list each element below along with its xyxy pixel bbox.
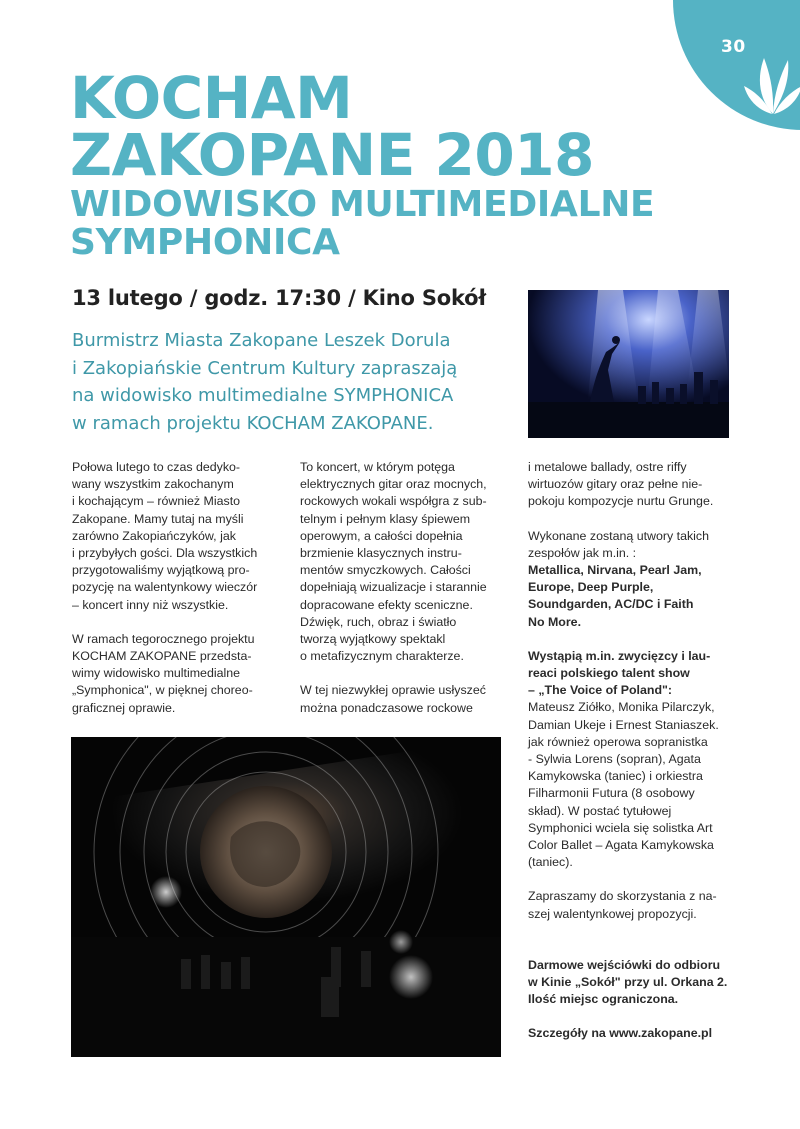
text-line: wany wszystkim zakochanym	[72, 477, 234, 492]
text-line: zespołów jak m.in. :	[528, 545, 637, 560]
bands-line: No More.	[528, 614, 582, 629]
title-line: ZAKOPANE 2018	[70, 121, 594, 189]
text-line: szej walentynkowej propozycji.	[528, 906, 697, 921]
text-line: Color Ballet – Agata Kamykowska	[528, 838, 714, 853]
text-line: brzmienie klasycznych instru-	[300, 546, 462, 561]
stage-photo-dancer	[528, 290, 729, 438]
text-line: Symphonici wciela się solistka Art	[528, 820, 713, 835]
text-line: KOCHAM ZAKOPANE przedsta-	[72, 649, 252, 664]
text-line: To koncert, w którym potęga	[300, 460, 455, 474]
winners-heading-line: reaci polskiego talent show	[528, 666, 690, 681]
text-line: graficznej oprawie.	[72, 700, 176, 715]
text-line: telnym i pełnym klasy śpiewem	[300, 511, 471, 526]
text-line: W tej niezwykłej oprawie usłyszeć	[300, 683, 486, 698]
text-line: tworzą wyjątkowy spektakl	[300, 632, 446, 647]
title-line: KOCHAM	[70, 64, 353, 132]
text-line: Damian Ukeje i Ernest Staniaszek.	[528, 717, 719, 732]
text-line: pokoju kompozycje nurtu Grunge.	[528, 494, 714, 509]
text-column-2	[300, 459, 515, 717]
text-line: Mateusz Ziółko, Monika Pilarczyk,	[528, 700, 715, 715]
winners-heading-line: Wystąpią m.in. zwycięzcy i lau-	[528, 648, 711, 663]
text-line: elektrycznych gitar oraz mocnych,	[300, 477, 487, 492]
text-line: Wykonane zostaną utwory takich	[528, 528, 710, 543]
lead-line: i Zakopiańskie Centrum Kultury zapraszają	[72, 357, 458, 379]
text-line: o metafizycznym charakterze.	[300, 649, 464, 664]
text-line: Filharmonii Futura (8 osobowy	[528, 786, 695, 801]
page-subtitle	[70, 186, 654, 262]
text-line: Zakopane. Mamy tutaj na myśli	[72, 511, 244, 526]
lead-line: na widowisko multimedialne SYMPHONICA	[72, 385, 454, 406]
text-line: W ramach tegorocznego projektu	[72, 631, 255, 646]
text-line: i metalowe ballady, ostre riffy	[528, 460, 687, 474]
tickets-line: Darmowe wejściówki do odbioru	[528, 957, 721, 972]
text-line: mentów smyczkowych. Całości	[300, 563, 471, 578]
text-column-1	[72, 459, 287, 717]
text-line: i przybyłych gości. Dla wszystkich	[72, 546, 258, 561]
text-line: jak również operowa sopranistka	[528, 734, 708, 749]
bands-line: Europe, Deep Purple,	[528, 580, 654, 595]
leaf-icon	[742, 40, 800, 118]
text-line: – koncert inny niż wszystkie.	[72, 597, 229, 612]
stage-photo-projection	[71, 737, 501, 1057]
text-line: pozycję na walentynkowy wieczór	[72, 580, 258, 595]
text-line: przygotowaliśmy wyjątkową pro-	[72, 563, 250, 578]
subtitle-line: SYMPHONICA	[70, 222, 340, 263]
bands-line: Soundgarden, AC/DC i Faith	[528, 597, 694, 612]
lead-line: Burmistrz Miasta Zakopane Leszek Dorula	[72, 330, 451, 351]
text-line: operowym, a całości dopełnia	[300, 528, 463, 543]
text-line: - Sylwia Lorens (sopran), Agata	[528, 752, 701, 767]
text-line: Kamykowska (taniec) i orkiestra	[528, 769, 703, 784]
text-line: dopełniają wizualizacje i starannie	[300, 580, 487, 595]
bands-line: Metallica, Nirvana, Pearl Jam,	[528, 563, 702, 578]
tickets-line: Ilość miejsc ograniczona.	[528, 992, 679, 1007]
page-title	[70, 64, 594, 189]
text-line: „Symphonica", w pięknej choreo-	[72, 683, 253, 698]
lead-paragraph	[72, 327, 512, 437]
text-column-3	[528, 459, 743, 1043]
text-line: wirtuozów gitary oraz pełne nie-	[528, 477, 703, 492]
event-date: 13 lutego / godz. 17:30 / Kino Sokół	[72, 286, 486, 310]
text-line: wimy widowisko multimedialne	[72, 666, 241, 681]
lead-line: w ramach projektu KOCHAM ZAKOPANE.	[72, 412, 434, 434]
text-line: i kochającym – również Miasto	[72, 494, 241, 509]
text-line: dopracowane efekty sceniczne.	[300, 597, 473, 612]
text-line: skład). W postać tytułowej	[528, 803, 672, 818]
text-line: rockowych wokali współgra z sub-	[300, 494, 487, 509]
winners-heading-line: – „The Voice of Poland":	[528, 683, 673, 698]
tickets-line: w Kinie „Sokół" przy ul. Orkana 2.	[528, 975, 728, 990]
page-number: 30	[721, 37, 746, 57]
subtitle-line: WIDOWISKO MULTIMEDIALNE	[70, 184, 655, 225]
details-link[interactable]: Szczegóły na www.zakopane.pl	[528, 1026, 713, 1041]
text-line: zarówno Zakopiańczyków, jak	[72, 528, 236, 543]
text-line: Połowa lutego to czas dedyko-	[72, 460, 241, 474]
text-line: (taniec).	[528, 855, 573, 870]
text-line: można ponadczasowe rockowe	[300, 700, 473, 715]
text-line: Zapraszamy do skorzystania z na-	[528, 889, 717, 904]
text-line: Dźwięk, ruch, obraz i światło	[300, 614, 457, 629]
